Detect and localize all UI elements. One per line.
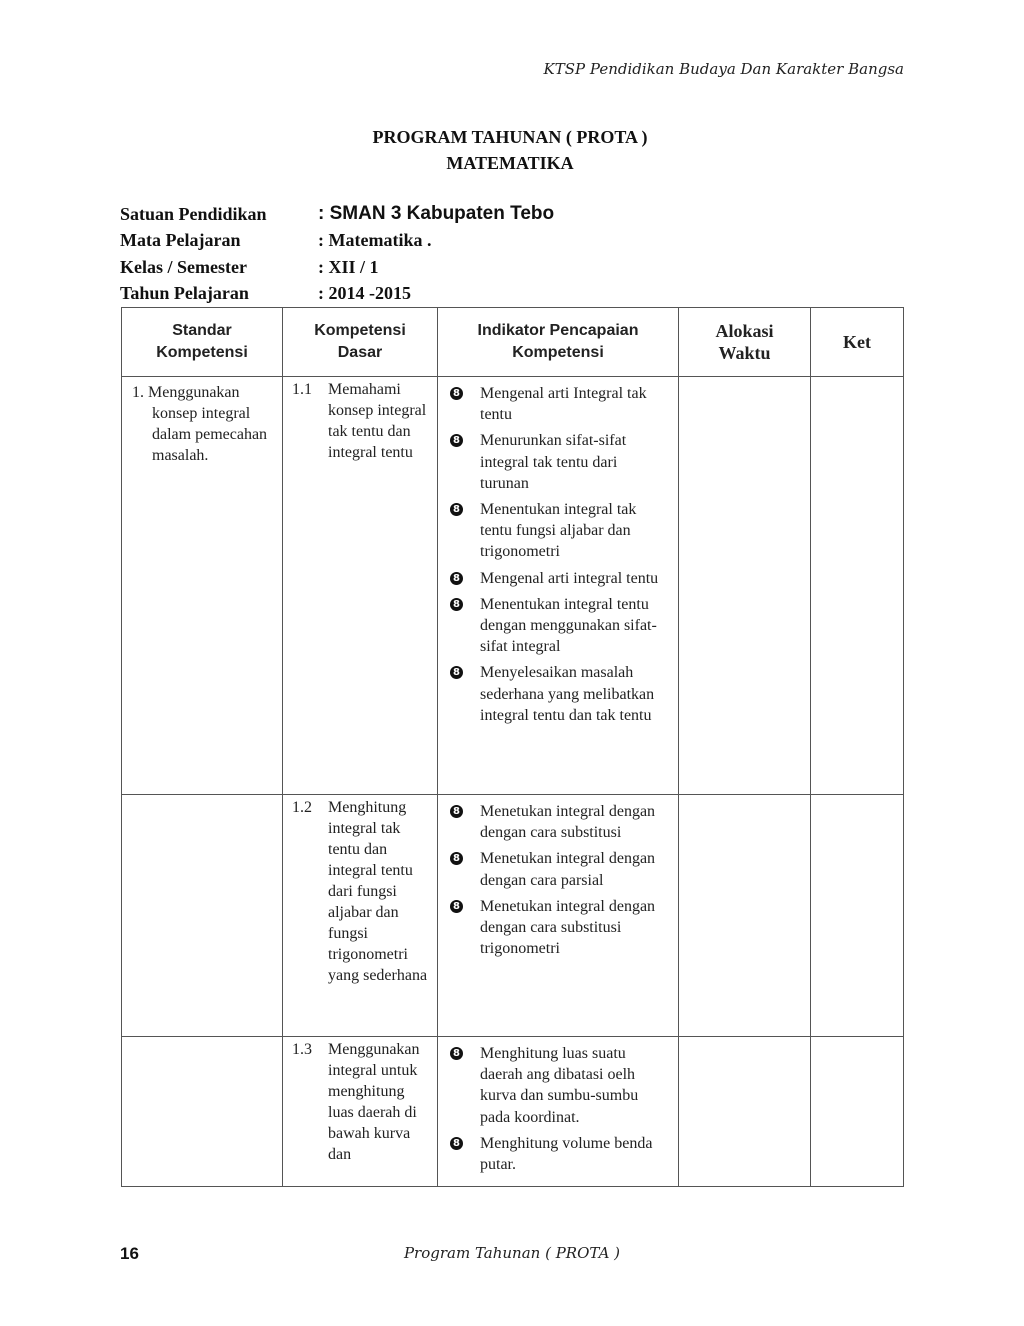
header-text: Kompetensi (512, 344, 604, 361)
cell-ket (811, 377, 904, 795)
kd-number: 1.3 (292, 1041, 312, 1058)
cell-ket (811, 795, 904, 1037)
indicator-text: Mengenal arti integral tentu (480, 569, 659, 587)
numbered-bullet-icon: 8 (450, 805, 463, 818)
standar-kompetensi-text: 1. Menggunakan konsep integral dalam pemecahan masalah. (132, 384, 268, 464)
indicator-list (438, 1037, 678, 1184)
meta-label: Mata Pelajaran (120, 230, 241, 251)
meta-value: : SMAN 3 Kabupaten Tebo (318, 203, 555, 225)
meta-value: : XII / 1 (318, 256, 379, 277)
meta-row-kelas (120, 254, 554, 281)
list-item (450, 430, 670, 494)
list-item (450, 499, 670, 563)
table-row (122, 1037, 904, 1187)
indicator-list (438, 795, 678, 968)
prota-table (121, 307, 904, 1187)
cell-standar-kompetensi (122, 795, 283, 1037)
standar-kompetensi-text (122, 795, 282, 800)
indicator-text: Menyelesaikan masalah sederhana yang melibatkan integral tentu dan tak tentu (480, 664, 655, 724)
footer-title: Program Tahunan ( PROTA ) (403, 1244, 621, 1262)
table-row (122, 795, 904, 1037)
document-title: PROGRAM TAHUNAN ( PROTA ) (372, 127, 648, 147)
kd-number: 1.1 (292, 381, 312, 398)
header-kompetensi-dasar (283, 308, 438, 377)
header-text: Alokasi (715, 321, 774, 341)
header-text: Kompetensi (314, 322, 406, 339)
cell-alokasi-waktu (679, 377, 811, 795)
meta-row-tahun (120, 281, 554, 308)
meta-value: : 2014 -2015 (318, 283, 411, 304)
numbered-bullet-icon: 8 (450, 387, 463, 400)
list-item (450, 1133, 670, 1175)
numbered-bullet-icon: 8 (450, 503, 463, 516)
header-text: Dasar (337, 344, 383, 361)
header-text: Kompetensi (156, 344, 248, 361)
indicator-text: Menetukan integral dengan dengan cara substitusi (480, 803, 656, 842)
indicator-text: Menetukan integral dengan dengan cara substitusi trigonometri (480, 897, 656, 958)
list-item (450, 594, 670, 658)
list-item (450, 662, 670, 726)
list-item (450, 1043, 670, 1128)
meta-label: Tahun Pelajaran (120, 283, 249, 304)
meta-value: : Matematika . (318, 230, 432, 251)
cell-kompetensi-dasar (283, 795, 438, 1037)
kd-text: Menghitung integral tak tentu dan integral tentu dari fungsi aljabar dan fungsi trigonometri yang sederhana (328, 799, 428, 984)
cell-indikator (438, 377, 679, 795)
numbered-bullet-icon: 8 (450, 852, 463, 865)
header-text: Standar (172, 322, 232, 339)
indicator-text: Menentukan integral tentu dengan menggunakan sifat-sifat integral (480, 595, 657, 656)
list-item (450, 383, 670, 425)
numbered-bullet-icon: 8 (450, 572, 463, 585)
list-item (450, 801, 670, 843)
meta-row-satuan (120, 201, 554, 228)
kompetensi-dasar (283, 377, 437, 463)
cell-indikator (438, 1037, 679, 1187)
header-indikator (438, 308, 679, 377)
indicator-text: Menentukan integral tak tentu fungsi aljabar dan trigonometri (480, 501, 637, 561)
meta-label: Satuan Pendidikan (120, 203, 267, 224)
table-row (122, 377, 904, 795)
cell-kompetensi-dasar (283, 377, 438, 795)
meta-label: Kelas / Semester (120, 256, 247, 277)
numbered-bullet-icon: 8 (450, 666, 463, 679)
kompetensi-dasar (283, 1037, 437, 1165)
kd-text: Menggunakan integral untuk menghitung luas daerah di bawah kurva dan (328, 1041, 420, 1163)
header-alokasi-waktu (679, 308, 811, 377)
meta-row-mapel (120, 228, 554, 255)
numbered-bullet-icon: 8 (450, 598, 463, 611)
kd-number: 1.2 (292, 799, 312, 816)
indicator-list (438, 377, 678, 735)
indicator-text: Menghitung volume benda putar. (480, 1134, 653, 1174)
numbered-bullet-icon: 8 (450, 1137, 463, 1150)
indicator-text: Menurunkan sifat-sifat integral tak tentu dari turunan (480, 432, 627, 492)
header-text: Indikator Pencapaian (477, 322, 639, 339)
document-meta (120, 201, 554, 307)
table-header-row (122, 308, 904, 377)
cell-standar-kompetensi (122, 1037, 283, 1187)
list-item (450, 848, 670, 890)
list-item (450, 896, 670, 960)
page-number: 16 (120, 1244, 139, 1263)
cell-indikator (438, 795, 679, 1037)
cell-kompetensi-dasar (283, 1037, 438, 1187)
list-item (450, 568, 670, 589)
standar-kompetensi-text (122, 1037, 282, 1042)
indicator-text: Mengenal arti Integral tak tentu (480, 385, 647, 424)
indicator-text: Menetukan integral dengan dengan cara parsial (480, 850, 656, 889)
kompetensi-dasar (283, 795, 437, 986)
cell-alokasi-waktu (679, 795, 811, 1037)
running-header: KTSP Pendidikan Budaya Dan Karakter Bangsa (543, 60, 904, 78)
numbered-bullet-icon: 8 (450, 434, 463, 447)
cell-standar-kompetensi (122, 377, 283, 795)
document-subtitle: MATEMATIKA (446, 153, 574, 173)
cell-ket (811, 1037, 904, 1187)
numbered-bullet-icon: 8 (450, 1047, 463, 1060)
indicator-text: Menghitung luas suatu daerah ang dibatasi oelh kurva dan sumbu-sumbu pada koordinat. (480, 1045, 639, 1126)
kd-text: Memahami konsep integral tak tentu dan integral tentu (328, 381, 427, 461)
numbered-bullet-icon: 8 (450, 900, 463, 913)
document-title-block (0, 124, 1020, 176)
cell-alokasi-waktu (679, 1037, 811, 1187)
header-ket: Ket (811, 308, 904, 377)
header-text: Waktu (718, 343, 771, 363)
header-standar-kompetensi (122, 308, 283, 377)
